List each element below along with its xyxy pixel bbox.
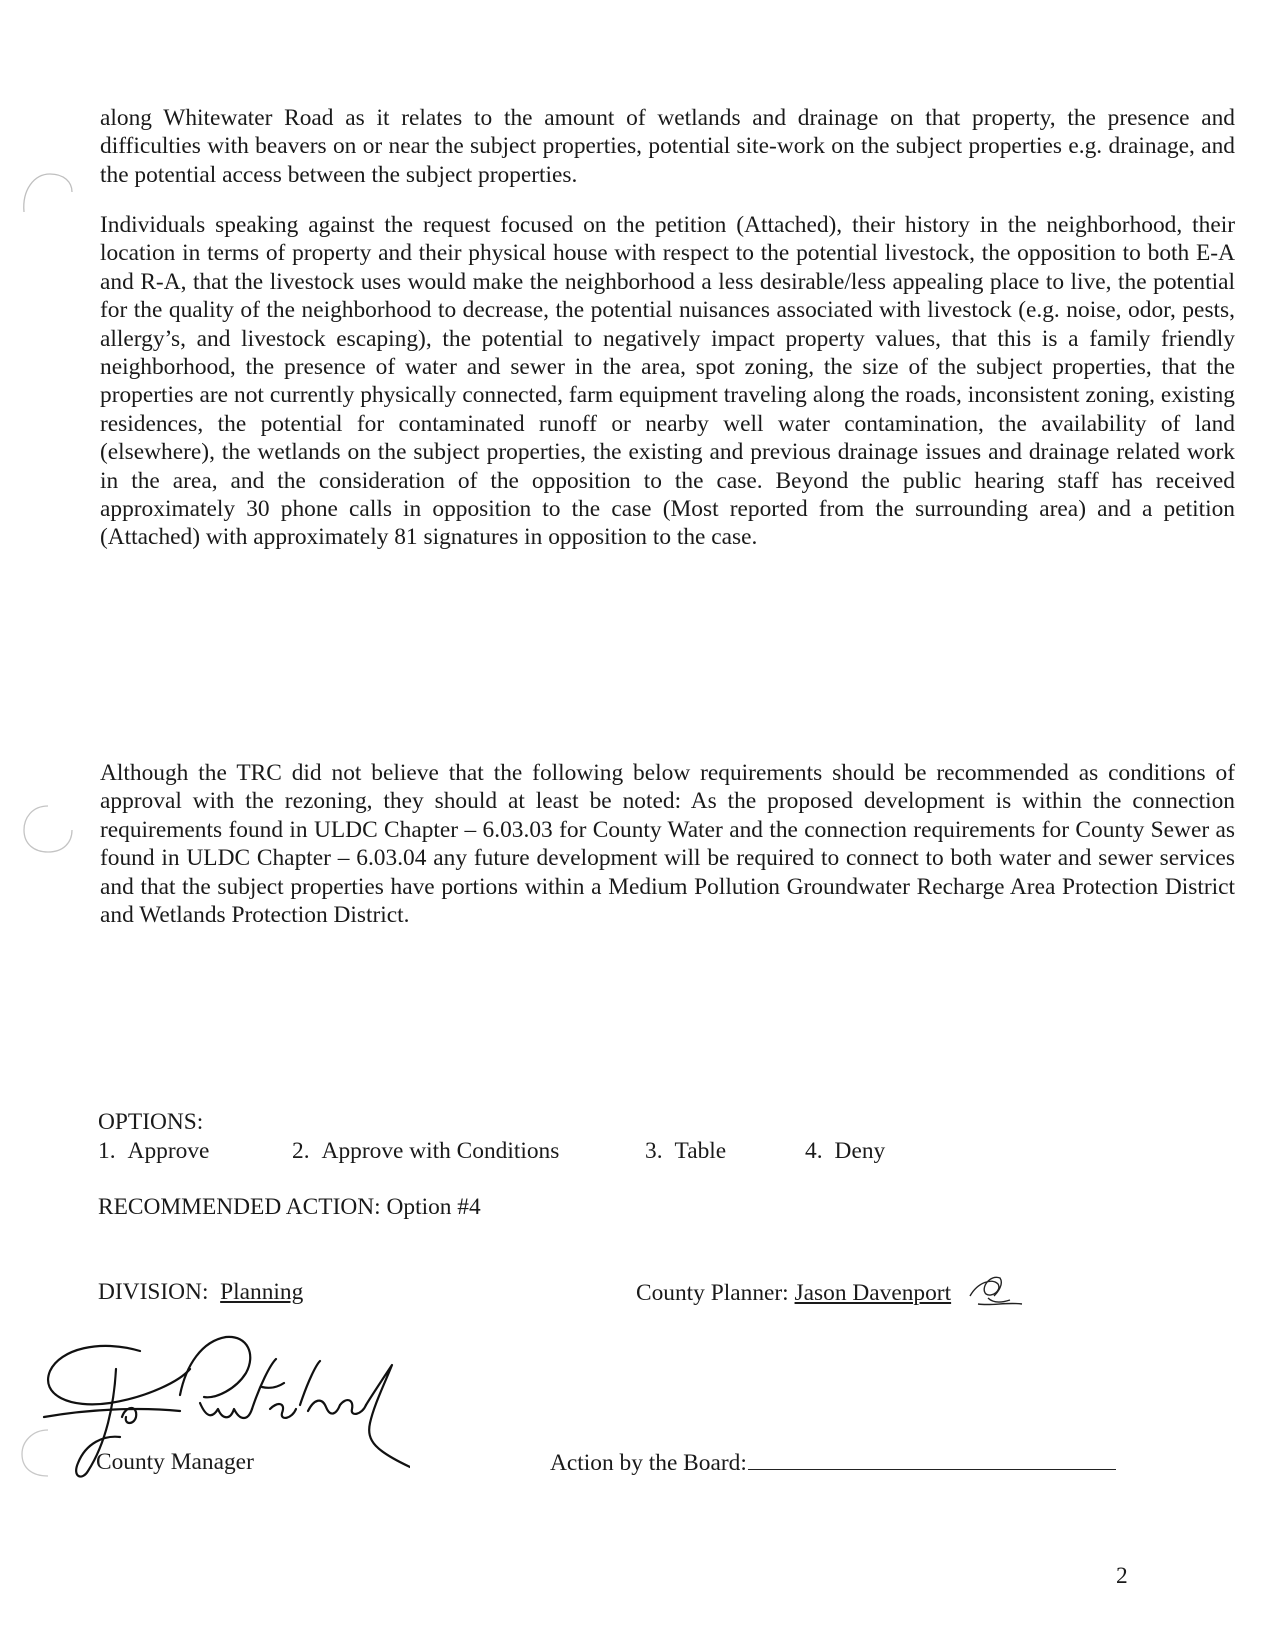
paragraph-opposition-summary: Individuals speaking against the request focused on the petition (Attached), their history in the neighborhood, their location in terms of property and their physical house with respect to the potential livestock, the opposition to both E-A and R-A, that the livestock uses would make the neighborhood a less desirable/less appealing place to live, the potential for the quality of the neighborhood to decrease, the potential nuisances associated with livestock (e.g. noise, odor, pests, allergy’s, and livestock escaping), the potential to negatively impact property values, that this is a family friendly neighborhood, the presence of water and sewer in the area, spot zoning, the size of the subject properties, that the properties are not currently physically connected, farm equipment traveling along the roads, inconsistent zoning, existing residences, the potential for contaminated runoff or nearby well water contamination, the availability of land (elsewhere), the wetlands on the subject properties, the existing and previous drainage issues and drainage related work in the area, and the consideration of the opposition to the case. Beyond the public hearing staff has received approximately 30 phone calls in opposition to the case (Most reported from the surrounding area) and a petition (Attached) with approximately 81 signatures in opposition to the case. [100, 212, 1235, 551]
county-planner-name: Jason Davenport [794, 1280, 952, 1306]
option-deny [805, 1138, 885, 1165]
option-label: Table [674, 1138, 727, 1164]
action-by-board-field [550, 1450, 1116, 1477]
option-approve [98, 1138, 209, 1165]
punch-hole-icon [20, 168, 74, 218]
signature-line [748, 1469, 1116, 1470]
planner-initials-icon [958, 1262, 1028, 1314]
option-label: Approve [127, 1138, 210, 1164]
county-manager-label: County Manager [96, 1449, 254, 1475]
option-label: Deny [834, 1138, 886, 1164]
option-approve-with-conditions [292, 1138, 559, 1165]
action-by-board-label: Action by the Board: [550, 1450, 747, 1476]
options-heading: OPTIONS: [98, 1109, 204, 1135]
division-label: DIVISION: [98, 1279, 209, 1305]
punch-hole-icon [18, 1424, 68, 1480]
option-number: 2. [292, 1138, 310, 1164]
page-number: 2 [1116, 1563, 1128, 1589]
county-planner-field [636, 1280, 951, 1307]
paragraph-drainage-context: along Whitewater Road as it relates to the amount of wetlands and drainage on that property, the presence and difficulties with beavers on or near the subject properties, potential site-work on the subject properties e.g. drainage, and the potential access between the subject properties. [100, 105, 1235, 188]
option-number: 3. [645, 1138, 663, 1164]
paragraph-trc-notes: Although the TRC did not believe that the following below requirements should be recommended as conditions of approval with the rezoning, they should at least be noted: As the proposed development is within the connection requirements found in ULDC Chapter – 6.03.03 for County Water and the connection requirements for County Sewer as found in ULDC Chapter – 6.03.04 any future development will be required to connect to both water and sewer services and that the subject properties have portions within a Medium Pollution Groundwater Recharge Area Protection District and Wetlands Protection District. [100, 760, 1235, 929]
option-table [645, 1138, 726, 1165]
punch-hole-icon [20, 800, 74, 856]
county-planner-label: County Planner: [636, 1280, 789, 1306]
option-label: Approve with Conditions [321, 1138, 560, 1164]
option-number: 4. [805, 1138, 823, 1164]
recommended-action: RECOMMENDED ACTION: Option #4 [98, 1194, 481, 1220]
option-number: 1. [98, 1138, 116, 1164]
division-field [98, 1279, 303, 1306]
division-value: Planning [220, 1279, 304, 1305]
